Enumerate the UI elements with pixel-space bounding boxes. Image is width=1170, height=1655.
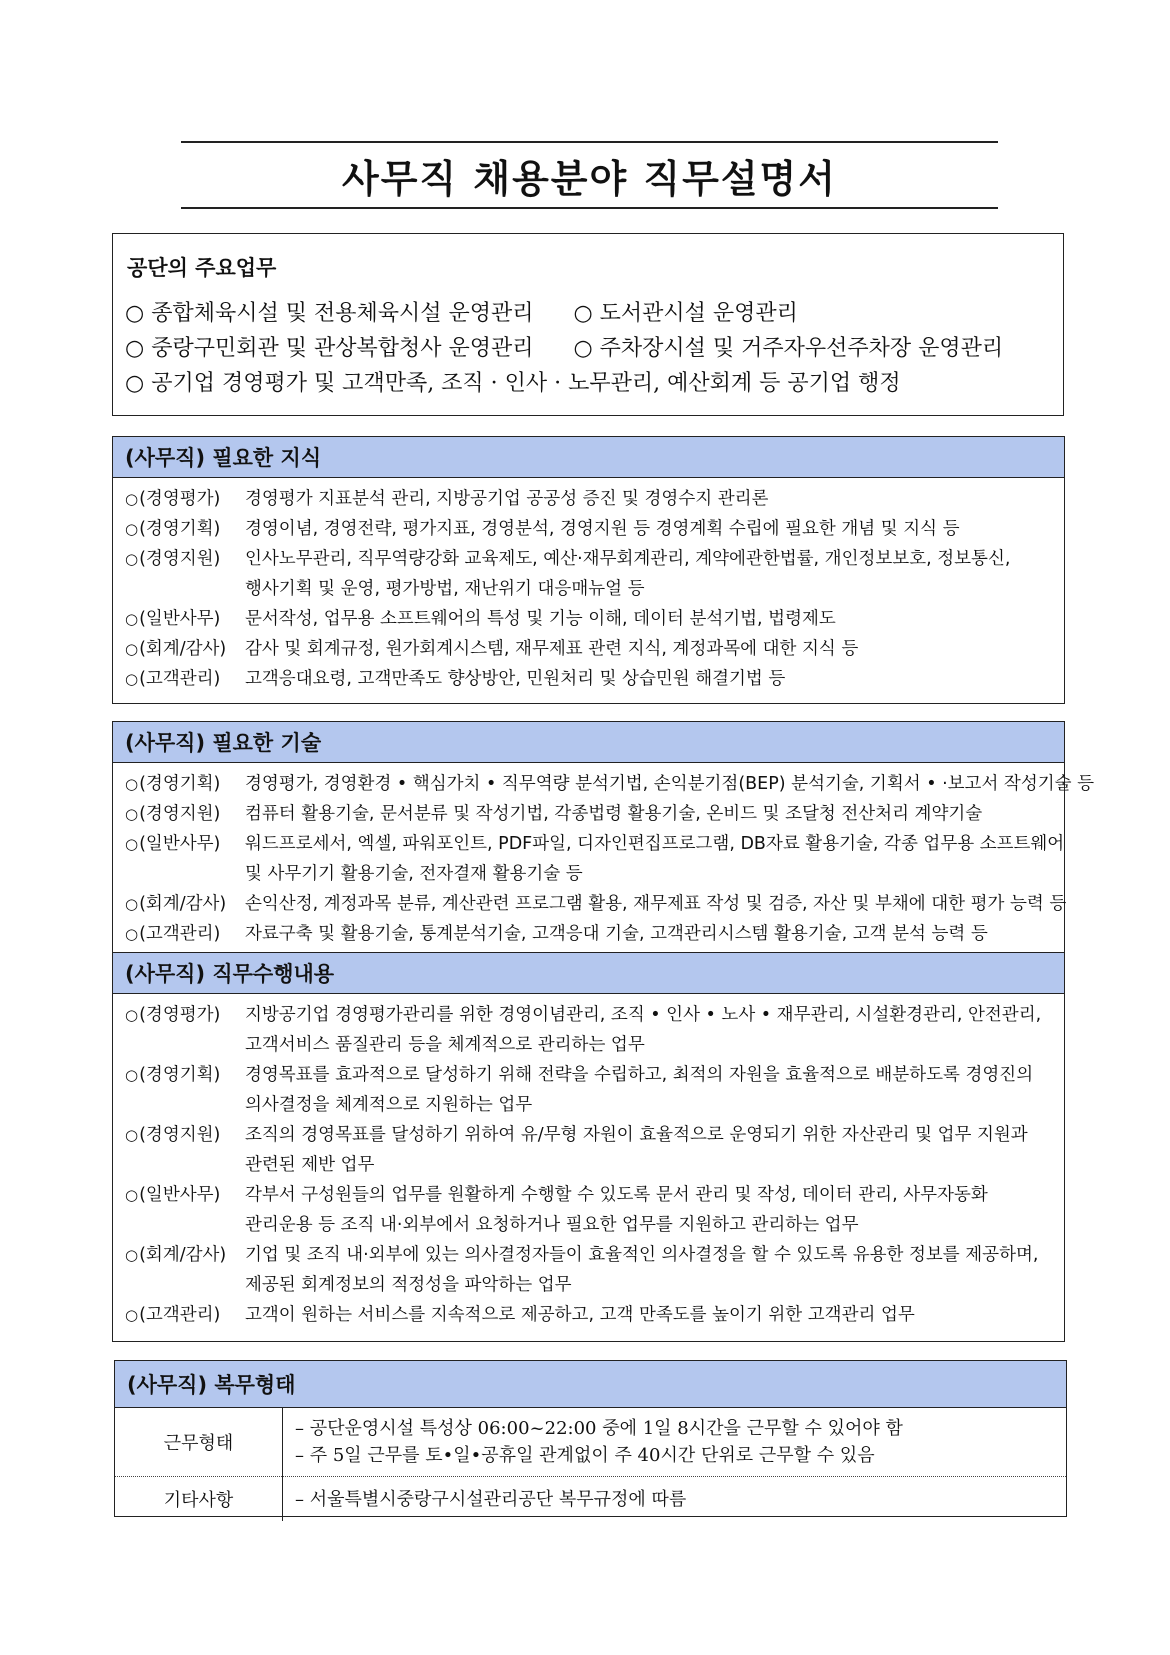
circle-bullet-icon: ○: [125, 1126, 139, 1144]
item-description: 경영평가, 경영환경 • 핵심가치 • 직무역량 분석기법, 손익분기점(BEP) 분석기술, 기획서 • ·보고서 작성기술 등: [245, 774, 1095, 794]
list-item: [125, 664, 1052, 694]
item-category-label: ○(고객관리): [125, 669, 221, 689]
main-business-row: [125, 296, 1051, 331]
list-item: [125, 604, 1052, 634]
service-section: [114, 1360, 1067, 1517]
item-description: 컴퓨터 활용기술, 문서분류 및 작성기법, 각종법령 활용기술, 온비드 및 조달청 전산처리 계약기술: [245, 804, 983, 824]
service-value: [283, 1408, 1067, 1477]
duties-heading: (사무직) 직무수행내용: [113, 952, 1064, 994]
item-description: 경영평가 지표분석 관리, 지방공기업 공공성 증진 및 경영수지 관리론: [245, 489, 769, 509]
item-category-label: ○(경영기획): [125, 1065, 221, 1085]
service-line: – 서울특별시중랑구시설관리공단 복무규정에 따름: [295, 1488, 687, 1510]
duties-list: [113, 994, 1064, 1334]
item-category-label: ○(경영평가): [125, 1005, 221, 1025]
circle-bullet-icon: ○: [125, 520, 139, 538]
item-category-label: ○(고객관리): [125, 924, 221, 944]
item-category-label: ○(경영지원): [125, 1125, 221, 1145]
skills-section: [112, 721, 1095, 953]
circle-bullet-icon: ○: [125, 925, 139, 943]
main-business-box: [112, 233, 1064, 416]
duties-section: [112, 952, 1065, 1342]
list-item: [125, 544, 1052, 604]
knowledge-section: [112, 436, 1065, 704]
item-category-label: ○(경영기획): [125, 774, 221, 794]
service-key: 근무형태: [115, 1408, 283, 1477]
list-item: [125, 1180, 1052, 1240]
item-category-label: ○(회계/감사): [125, 894, 227, 914]
item-description: 고객응대요령, 고객만족도 향상방안, 민원처리 및 상습민원 해결기법 등: [245, 669, 786, 689]
circle-bullet-icon: ○: [125, 670, 139, 688]
circle-bullet-icon: ○: [125, 610, 139, 628]
service-row: [115, 1477, 1066, 1522]
knowledge-heading: (사무직) 필요한 지식: [113, 437, 1064, 478]
service-line: – 주 5일 근무를 토•일•공휴일 관계없이 주 40시간 단위로 근무할 수 있음: [295, 1445, 875, 1466]
service-heading: (사무직) 복무형태: [115, 1361, 1066, 1408]
item-description: 자료구축 및 활용기술, 통계분석기술, 고객응대 기술, 고객관리시스템 활용기술, 고객 분석 능력 등: [245, 924, 988, 944]
list-item: [125, 919, 1052, 949]
service-row: [115, 1408, 1066, 1477]
main-business-item: ○ 종합체육시설 및 전용체육시설 운영관리: [125, 301, 534, 326]
circle-bullet-icon: ○: [125, 775, 139, 793]
circle-bullet-icon: ○: [125, 835, 139, 853]
item-description: 지방공기업 경영평가관리를 위한 경영이념관리, 조직 • 인사 • 노사 • 재무관리, 시설환경관리, 안전관리, 고객서비스 품질관리 등을 체계적으로 관리하는 업무: [245, 1005, 1042, 1055]
list-item: [125, 829, 1065, 889]
item-category-label: ○(일반사무): [125, 834, 221, 854]
circle-bullet-icon: ○: [125, 1306, 139, 1324]
circle-bullet-icon: ○: [125, 1246, 139, 1264]
skills-list: [113, 763, 1095, 953]
list-item: [125, 769, 1095, 799]
service-key: 기타사항: [115, 1477, 283, 1522]
list-item: [125, 1120, 1052, 1180]
circle-bullet-icon: ○: [125, 1066, 139, 1084]
item-description: 각부서 구성원들의 업무를 원활하게 수행할 수 있도록 문서 관리 및 작성, 데이터 관리, 사무자동화 관리운용 등 조직 내·외부에서 요청하거나 필요한 업무를 지원하고 관리하는 업무: [245, 1185, 988, 1235]
main-business-row: [125, 366, 1051, 401]
list-item: [125, 514, 1052, 544]
item-description: 문서작성, 업무용 소프트웨어의 특성 및 기능 이해, 데이터 분석기법, 법령제도: [245, 609, 836, 629]
item-description: 조직의 경영목표를 달성하기 위하여 유/무형 자원이 효율적으로 운영되기 위한 자산관리 및 업무 지원과 관련된 제반 업무: [245, 1125, 1028, 1175]
list-item: [125, 799, 1052, 829]
circle-bullet-icon: ○: [125, 1006, 139, 1024]
item-description: 감사 및 회계규정, 원가회계시스템, 재무제표 관련 지식, 계정과목에 대한 지식 등: [245, 639, 859, 659]
item-description: 인사노무관리, 직무역량강화 교육제도, 예산·재무회계관리, 계약에관한법률, 개인정보보호, 정보통신, 행사기획 및 운영, 평가방법, 재난위기 대응매뉴얼 등: [245, 549, 1011, 599]
circle-bullet-icon: ○: [125, 805, 139, 823]
circle-bullet-icon: ○: [125, 1186, 139, 1204]
service-table: [115, 1408, 1066, 1521]
service-value: [283, 1477, 1067, 1522]
list-item: [125, 1000, 1052, 1060]
list-item: [125, 634, 1052, 664]
main-business-item: ○ 주차장시설 및 거주자우선주차장 운영관리: [573, 336, 1004, 361]
item-category-label: ○(경영평가): [125, 489, 221, 509]
item-category-label: ○(회계/감사): [125, 1245, 227, 1265]
item-description: 고객이 원하는 서비스를 지속적으로 제공하고, 고객 만족도를 높이기 위한 고객관리 업무: [245, 1305, 915, 1325]
list-item: [125, 484, 1052, 514]
item-description: 경영이념, 경영전략, 평가지표, 경영분석, 경영지원 등 경영계획 수립에 필요한 개념 및 지식 등: [245, 519, 960, 539]
service-line: – 공단운영시설 특성상 06:00~22:00 중에 1일 8시간을 근무할 수 있어야 함: [295, 1418, 903, 1439]
main-business-heading: 공단의 주요업무: [127, 256, 277, 280]
item-category-label: ○(고객관리): [125, 1305, 221, 1325]
circle-bullet-icon: ○: [125, 640, 139, 658]
list-item: [125, 1240, 1052, 1300]
knowledge-list: [113, 478, 1064, 698]
circle-bullet-icon: ○: [125, 550, 139, 568]
list-item: [125, 1300, 1052, 1330]
item-category-label: ○(일반사무): [125, 609, 221, 629]
item-category-label: ○(일반사무): [125, 1185, 221, 1205]
item-description: 경영목표를 효과적으로 달성하기 위해 전략을 수립하고, 최적의 자원을 효율적으로 배분하도록 경영진의 의사결정을 체계적으로 지원하는 업무: [245, 1065, 1034, 1115]
item-description: 손익산정, 계정과목 분류, 계산관련 프로그램 활용, 재무제표 작성 및 검증, 자산 및 부채에 대한 평가 능력 등: [245, 894, 1067, 914]
item-category-label: ○(경영기획): [125, 519, 221, 539]
main-business-item: ○ 중랑구민회관 및 관상복합청사 운영관리: [125, 336, 534, 361]
item-category-label: ○(경영지원): [125, 804, 221, 824]
item-category-label: ○(회계/감사): [125, 639, 227, 659]
item-description: 기업 및 조직 내·외부에 있는 의사결정자들이 효율적인 의사결정을 할 수 있도록 유용한 정보를 제공하며, 제공된 회계정보의 적정성을 파악하는 업무: [245, 1245, 1039, 1295]
list-item: [125, 889, 1067, 919]
document-title-bar: [181, 141, 998, 209]
main-business-item: ○ 공기업 경영평가 및 고객만족, 조직 · 인사 · 노무관리, 예산회계 등 공기업 행정: [125, 371, 901, 396]
item-category-label: ○(경영지원): [125, 549, 221, 569]
main-business-item: ○ 도서관시설 운영관리: [573, 301, 798, 326]
skills-heading: (사무직) 필요한 기술: [113, 722, 1064, 763]
circle-bullet-icon: ○: [125, 490, 139, 508]
item-description: 워드프로세서, 엑셀, 파워포인트, PDF파일, 디자인편집프로그램, DB자료 활용기술, 각종 업무용 소프트웨어 및 사무기기 활용기술, 전자결재 활용기술 등: [245, 834, 1065, 884]
circle-bullet-icon: ○: [125, 895, 139, 913]
list-item: [125, 1060, 1052, 1120]
document-title: 사무직 채용분야 직무설명서: [342, 156, 837, 201]
main-business-row: [125, 331, 1051, 366]
